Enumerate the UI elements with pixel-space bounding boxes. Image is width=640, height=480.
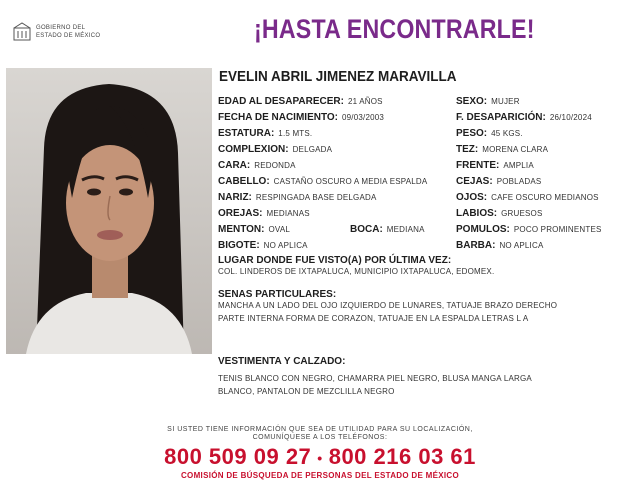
field-value: 26/10/2024 [549,113,592,122]
phone-numbers [0,444,640,470]
lugar-title: LUGAR DONDE FUE VISTO(A) POR ÚLTIMA VEZ: [218,255,452,266]
field-value: DELGADA [292,145,333,154]
field-peso [456,128,523,140]
field-value: REDONDA [254,161,296,170]
field-value: POCO PROMINENTES [513,225,602,234]
portrait-photo-icon [6,68,212,354]
field-label: FECHA DE NACIMIENTO: [218,112,338,123]
field-nacimiento [218,112,384,124]
headline: ¡HASTA ENCONTRARLE! [254,14,535,44]
field-label: MENTON: [218,224,265,235]
field-value: 09/03/2003 [342,113,385,122]
field-label: FRENTE: [456,160,500,171]
field-bigote [218,240,308,252]
contact-line-2: COMUNÍQUESE A LOS TELÉFONOS: [252,434,388,441]
field-value: 21 AÑOS [347,97,383,106]
field-tez [456,144,548,156]
field-label: COMPLEXION: [218,144,289,155]
field-value: RESPINGADA BASE DELGADA [255,193,377,202]
senas-line-2: PARTE INTERNA FORMA DE CORAZON, TATUAJE EN LA ESPALDA LETRAS L A [218,314,529,323]
field-frente [456,160,534,172]
field-labios [456,208,543,220]
phone-1[interactable]: 800 509 09 27 [164,444,312,469]
field-value: POBLADAS [496,177,542,186]
field-menton [218,224,290,236]
senas-title: SENAS PARTICULARES: [218,289,337,300]
field-label: BIGOTE: [218,240,260,251]
commission-name: COMISIÓN DE BÚSQUEDA DE PERSONAS DEL ESTADO DE MÉXICO [180,471,459,480]
field-label: SEXO: [456,96,488,107]
field-value: MEDIANA [386,225,425,234]
field-label: NARIZ: [218,192,252,203]
senas-line-1: MANCHA A UN LADO DEL OJO IZQUIERDO DE LUNARES, TATUAJE BRAZO DERECHO [218,301,558,310]
field-cejas [456,176,541,188]
field-label: CABELLO: [218,176,270,187]
field-pomulos [456,224,602,236]
field-value: MUJER [491,97,520,106]
field-value: 45 KGS. [491,129,523,138]
field-edad [218,96,383,108]
field-boca [350,224,425,236]
field-label: OREJAS: [218,208,263,219]
field-value: AMPLIA [503,161,534,170]
field-label: OJOS: [456,192,488,203]
field-value: MORENA CLARA [482,145,549,154]
vestimenta-line-2: BLANCO, PANTALON DE MEZCLILLA NEGRO [218,387,395,396]
field-barba [456,240,544,252]
vestimenta-line-1: TENIS BLANCO CON NEGRO, CHAMARRA PIEL NEGRO, BLUSA MANGA LARGA [218,374,532,383]
logo-line-2: ESTADO DE MÉXICO [36,33,101,39]
state-seal-icon [12,22,32,42]
person-name: EVELIN ABRIL JIMENEZ MARAVILLA [219,68,457,85]
phone-separator: • [317,450,323,467]
field-label: LABIOS: [456,208,498,219]
field-orejas [218,208,310,220]
phone-2[interactable]: 800 216 03 61 [328,444,476,469]
field-value: 1.5 MTS. [278,129,313,138]
field-label: CARA: [218,160,251,171]
field-label: ESTATURA: [218,128,275,139]
field-ojos [456,192,599,204]
field-sexo [456,96,520,108]
vestimenta-title: VESTIMENTA Y CALZADO: [218,356,346,367]
field-estatura [218,128,312,140]
field-cara [218,160,296,172]
government-logo [12,22,112,44]
lugar-text: COL. LINDEROS DE IXTAPALUCA, MUNICIPIO IXTAPALUCA, EDOMEX. [218,267,495,276]
field-complexion [218,144,332,156]
field-label: BOCA: [350,224,383,235]
field-nariz [218,192,377,204]
contact-line-1: SI USTED TIENE INFORMACIÓN QUE SEA DE UTILIDAD PARA SU LOCALIZACIÓN, [167,426,473,433]
field-label: F. DESAPARICIÓN: [456,112,546,123]
field-value: CAFE OSCURO MEDIANOS [491,193,599,202]
field-label: PESO: [456,128,488,139]
field-value: OVAL [268,225,291,234]
field-value: MEDIANAS [266,209,310,218]
field-label: EDAD AL DESAPARECER: [218,96,344,107]
field-value: GRUESOS [501,209,543,218]
missing-person-photo [6,68,212,354]
field-value: NO APLICA [263,241,308,250]
field-label: CEJAS: [456,176,493,187]
logo-line-1: GOBIERNO DEL [36,25,86,31]
field-desaparicion [456,112,592,124]
field-label: TEZ: [456,144,479,155]
field-label: POMULOS: [456,224,510,235]
field-cabello [218,176,427,188]
field-value: NO APLICA [499,241,544,250]
field-value: CASTAÑO OSCURO A MEDIA ESPALDA [273,177,428,186]
field-label: BARBA: [456,240,496,251]
